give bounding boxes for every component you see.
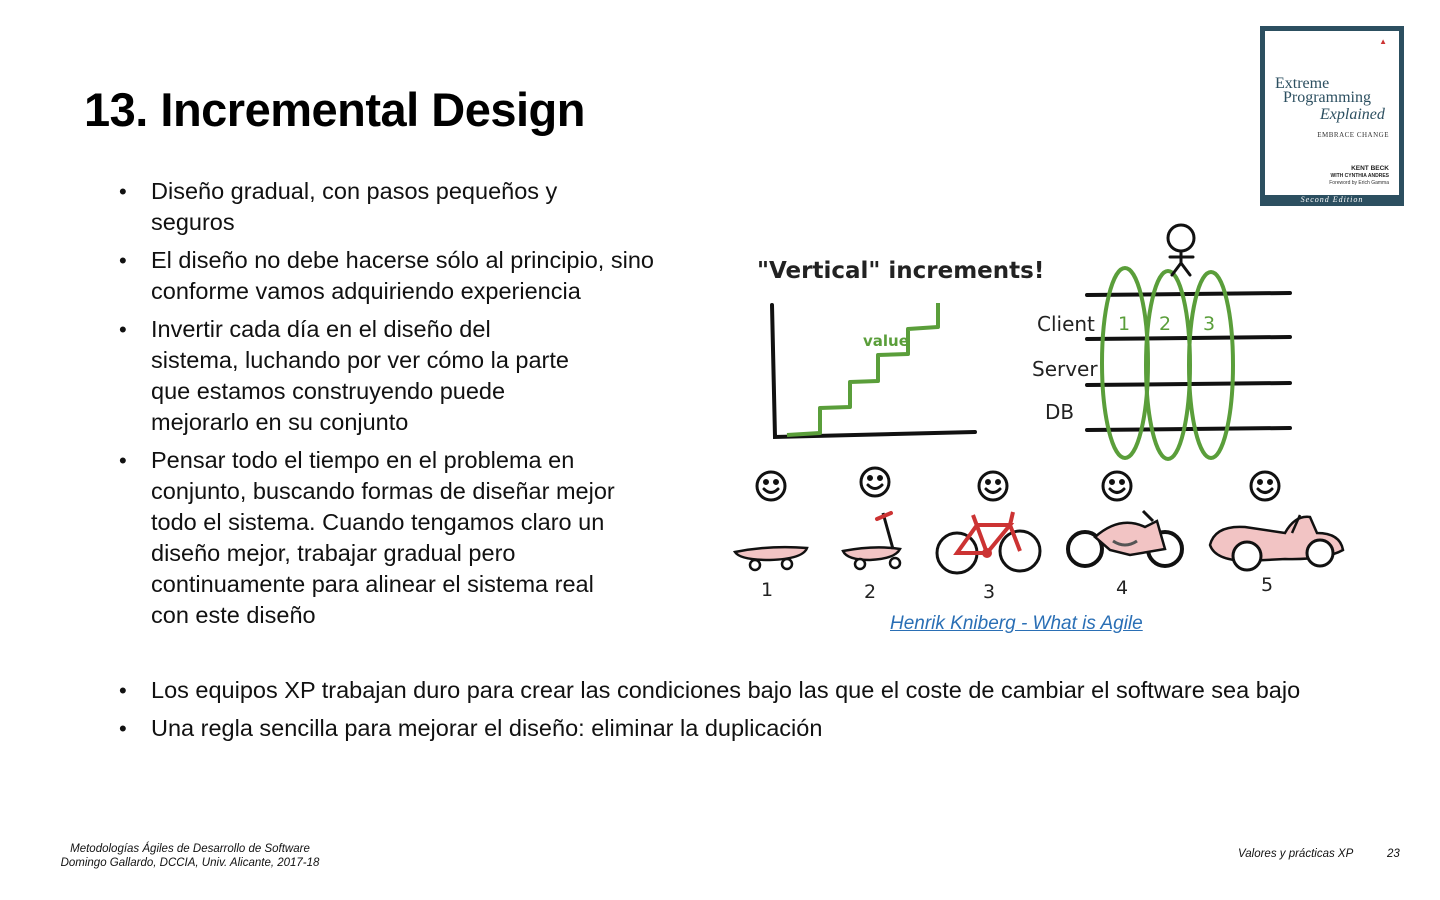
book-title-line2: Programming <box>1283 89 1371 106</box>
footer-section: Valores y prácticas XP <box>1238 848 1354 860</box>
scooter-icon <box>843 513 900 569</box>
slice-number: 1 <box>1118 313 1131 335</box>
bicycle-icon <box>937 512 1040 573</box>
smiley-icon <box>757 472 785 500</box>
smiley-icon <box>979 472 1007 500</box>
vehicle-number: 3 <box>983 581 996 603</box>
page-number: 23 <box>1387 848 1400 860</box>
value-staircase-chart <box>772 303 975 437</box>
publisher-logo-icon: ▲ <box>1379 37 1387 46</box>
bullet-item: • Los equipos XP trabajan duro para crear las condiciones bajo las que el coste de cambiar el software sea bajo <box>117 675 1387 706</box>
book-subtitle: EMBRACE CHANGE <box>1317 131 1389 139</box>
book-cover-image <box>1260 26 1404 206</box>
value-label: value <box>863 332 909 350</box>
footer-author: Domingo Gallardo, DCCIA, Univ. Alicante, 2017-18 <box>60 857 320 869</box>
smiley-icon <box>1103 472 1131 500</box>
footer-credits <box>40 842 340 870</box>
book-coauthor: WITH CYNTHIA ANDRES <box>1330 173 1389 179</box>
source-link[interactable]: Henrik Kniberg - What is Agile <box>890 613 1143 634</box>
book-title-line3: Explained <box>1320 106 1385 123</box>
layer-diagram <box>1032 225 1290 459</box>
car-icon <box>1210 515 1343 570</box>
value-staircase-line <box>787 303 938 435</box>
bullet-list-bottom <box>117 675 1387 751</box>
bullet-item: • El diseño no debe hacerse sólo al principio, sino conforme vamos adquiriendo experiencia <box>117 245 711 307</box>
layer-label-server: Server <box>1032 357 1098 381</box>
smiley-icon <box>861 468 889 496</box>
smiley-icon <box>1251 472 1279 500</box>
book-edition: Second Edition <box>1300 195 1364 204</box>
vehicle-number: 4 <box>1116 577 1129 599</box>
stick-figure-icon <box>1168 225 1194 275</box>
bullet-item: • Pensar todo el tiempo en el problema en conjunto, buscando formas de diseñar mejor todo el sistema. Cuando tengamos claro un diseño mejor, trabajar gradual pero continuamente para alinear el sistema real con este diseño <box>117 445 631 631</box>
vehicle-number: 5 <box>1261 574 1274 596</box>
bullet-item: • Una regla sencilla para mejorar el diseño: eliminar la duplicación <box>117 713 1387 744</box>
bullet-item: • Invertir cada día en el diseño del sistema, luchando por ver cómo la parte que estamos construyendo puede mejorarlo en su conjunto <box>117 314 571 438</box>
footer-course: Metodologías Ágiles de Desarrollo de Software <box>70 843 310 855</box>
layer-label-db: DB <box>1045 400 1075 424</box>
book-title-line1: Extreme <box>1275 75 1330 92</box>
vertical-increments-illustration <box>725 215 1365 610</box>
skateboard-icon <box>735 547 807 570</box>
slice-number: 2 <box>1159 313 1172 335</box>
vehicle-number: 1 <box>761 579 774 601</box>
book-author: KENT BECK <box>1351 165 1389 172</box>
bullet-list-top <box>117 176 717 638</box>
slice-number: 3 <box>1203 313 1216 335</box>
slide-title: 13. Incremental Design <box>84 83 585 136</box>
motorcycle-icon <box>1068 511 1182 566</box>
figure-heading: "Vertical" increments! <box>757 258 1045 284</box>
layer-label-client: Client <box>1037 312 1095 336</box>
book-foreword: Foreword by Erich Gamma <box>1329 180 1389 186</box>
bullet-item: • Diseño gradual, con pasos pequeños y seguros <box>117 176 621 238</box>
vehicle-number: 2 <box>864 581 877 603</box>
